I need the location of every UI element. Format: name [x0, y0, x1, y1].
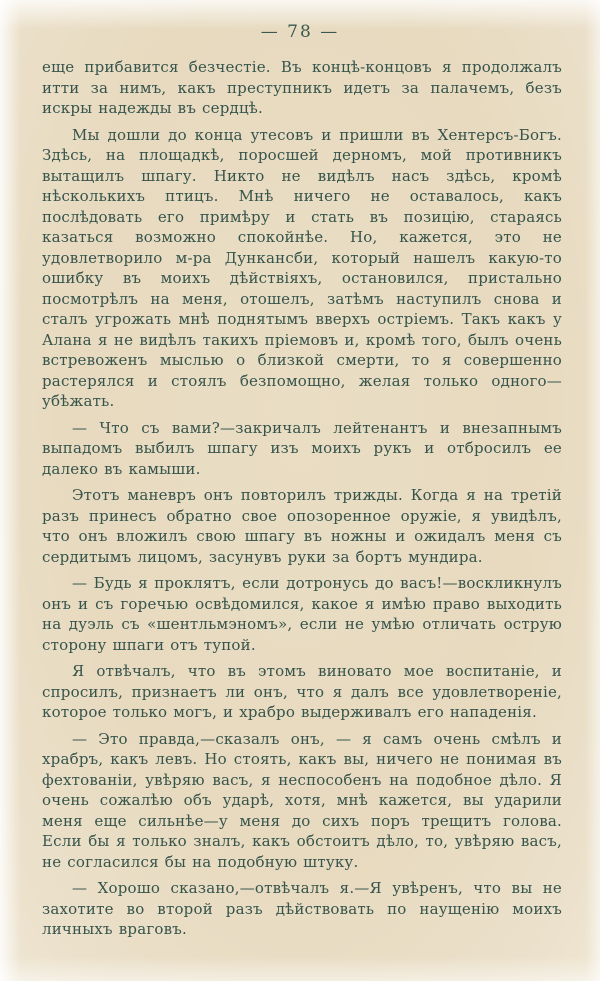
paragraph-7: — Это правда,—сказалъ онъ, — я самъ очень смѣлъ и храбръ, какъ левъ. Но стоять, какъ вы, ничего не понимая въ фехтованіи, увѣряю васъ, я неспособенъ на подобное дѣло. Я очень сожалѣю объ ударѣ, хотя, мнѣ кажется, вы ударили меня еще сильнѣе—у меня до сихъ поръ трещитъ голова. Если бы я только зналъ, какъ обстоитъ дѣло, то, увѣряю васъ, не согласился бы на подобную штуку. — [42, 729, 562, 871]
paragraph-6: Я отвѣчалъ, что въ этомъ виновато мое воспитаніе, и спросилъ, признаетъ ли онъ, что я далъ все удовлетвореніе, которое только могъ, и храбро выдерживалъ его нападенія. — [42, 662, 562, 721]
page-number: — 78 — — [260, 22, 340, 42]
paragraph-3: — Что съ вами?—закричалъ лейтенантъ и внезапнымъ выпадомъ выбилъ шпагу изъ моихъ рукъ и отбросилъ ее далеко въ камыши. — [42, 418, 562, 478]
paragraph-2: Мы дошли до конца утесовъ и пришли въ Хентерсъ-Богъ. Здѣсь, на площадкѣ, поросшей дерномъ, мой противникъ вытащилъ шпагу. Никто не видѣлъ насъ здѣсь, кромѣ нѣсколькихъ птицъ. Мнѣ ничего не оставалось, какъ послѣдовать его примѣру и стать въ позицію, стараясь казаться возможно спокойнѣе. Но, кажется, это не удовлетворило м-ра Дункансби, который нашелъ какую-то ошибку въ моихъ дѣйствіяхъ, остановился, пристально посмотрѣлъ на меня, отошелъ, затѣмъ наступилъ снова и сталъ угрожать мнѣ поднятымъ вверхъ остріемъ. Такъ какъ у Алана я не видѣлъ такихъ пріемовъ и, кромѣ того, былъ очень встревоженъ мыслью о близкой смерти, то я совершенно растерялся и стоялъ безпомощно, желая только одного—убѣжать. — [42, 125, 562, 410]
paragraph-4: Этотъ маневръ онъ повторилъ трижды. Когда я на третій разъ принесъ обратно свое опозоренное оружіе, я увидѣлъ, что онъ вложилъ свою шпагу въ ножны и ожидалъ меня съ сердитымъ лицомъ, засунувъ руки за бортъ мундира. — [42, 486, 562, 566]
paragraph-1: еще прибавится безчестіе. Въ концѣ-концовъ я продолжалъ итти за нимъ, какъ преступникъ идетъ за палачемъ, безъ искры надежды въ сердцѣ. — [42, 58, 562, 117]
page-text — [42, 57, 562, 946]
paragraph-5: — Будь я проклятъ, если дотронусь до васъ!—воскликнулъ онъ и съ горечью освѣдомился, какое я имѣю право выходить на дуэль съ «шентльмэномъ», если не умѣю отличать острую сторону шпаги отъ тупой. — [42, 574, 562, 654]
paragraph-8: — Хорошо сказано,—отвѣчалъ я.—Я увѣренъ, что вы не захотите во второй разъ дѣйствовать по наущенію моихъ личныхъ враговъ. — [42, 879, 562, 938]
